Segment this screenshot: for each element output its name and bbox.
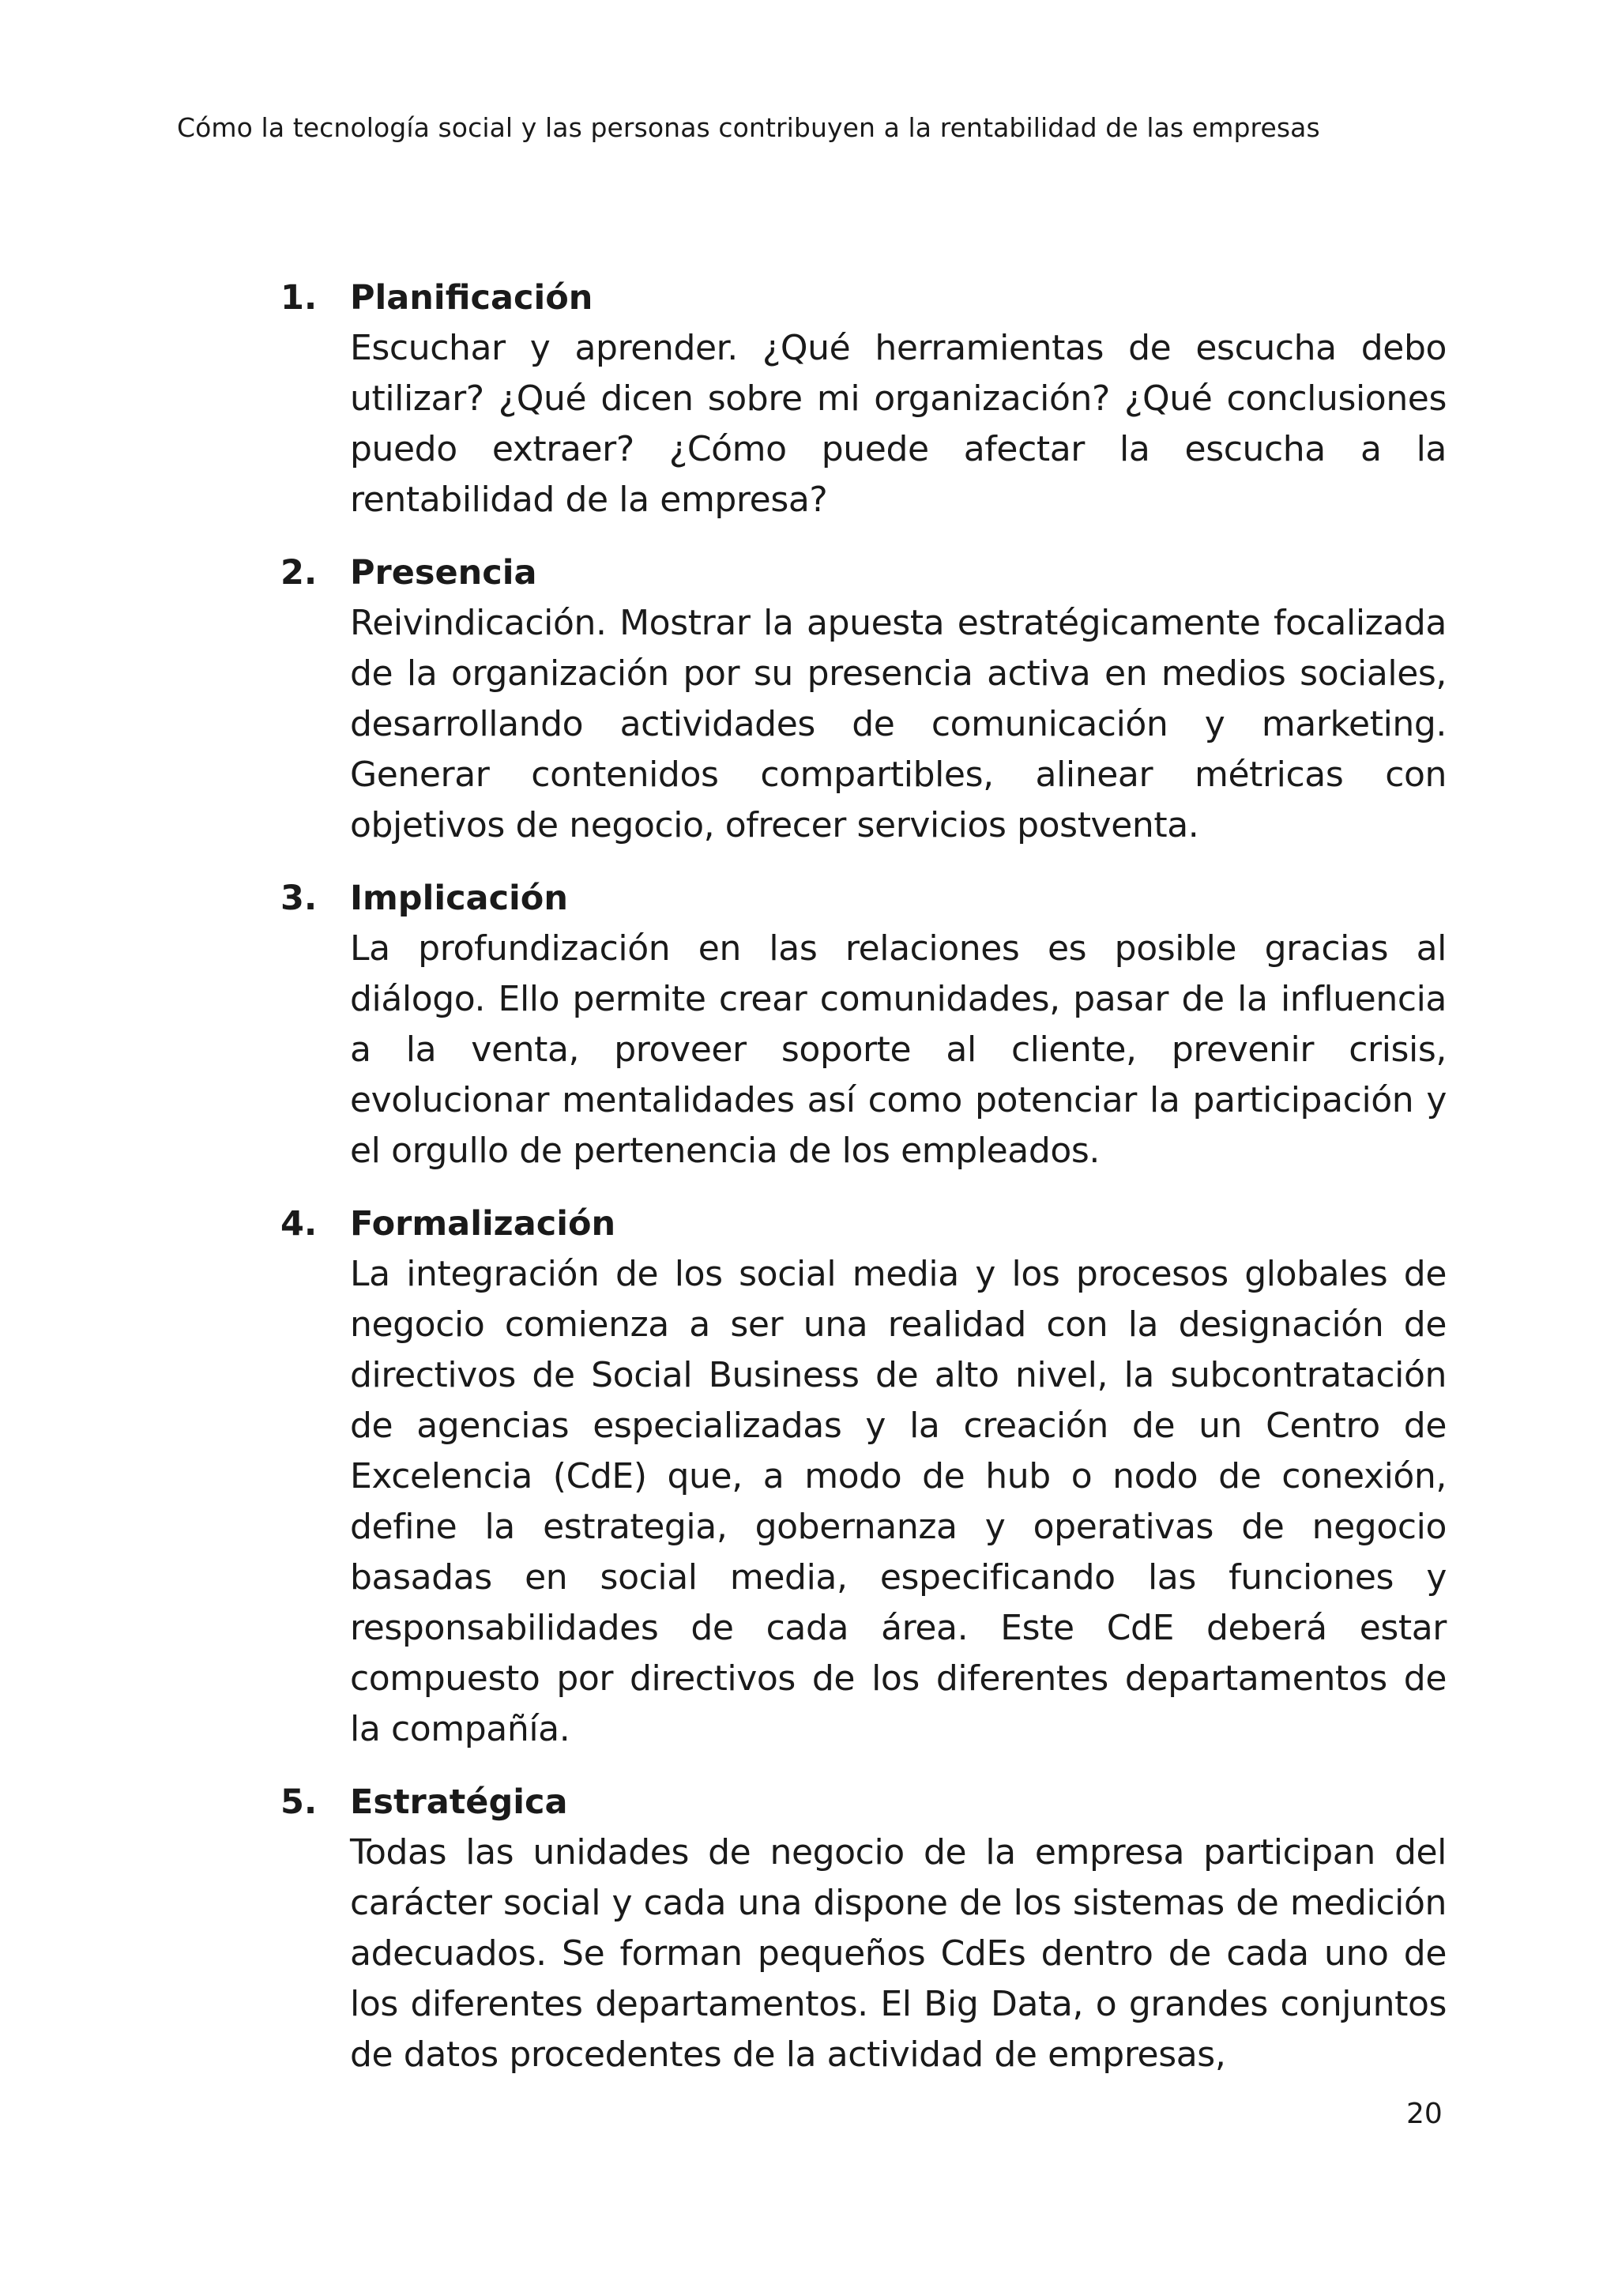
- item-number: 2.: [280, 553, 318, 593]
- item-body: Todas las unidades de negocio de la empresa participan del carácter social y cada una dispone de los sistemas de medición adecuados. Se forman pequeños CdEs dentro de cada uno de los diferentes departamentos. El Big Data, o grandes conjuntos de datos procedentes de la actividad de empresas,: [350, 1832, 1447, 2075]
- item-title: Planificación: [350, 278, 593, 318]
- item-body: La profundización en las relaciones es posible gracias al diálogo. Ello permite crear comunidades, pasar de la influencia a la venta, proveer soporte al cliente, prevenir crisis, evolucionar mentalidades así como potenciar la participación y el orgullo de pertenencia de los empleados.: [350, 928, 1447, 1171]
- numbered-list: [280, 273, 1447, 2102]
- item-number: 1.: [280, 278, 318, 318]
- item-body: Reivindicación. Mostrar la apuesta estratégicamente focalizada de la organización por su presencia activa en medios sociales, desarrollando actividades de comunicación y marketing. Generar contenidos compartibles, alinear métricas con objetivos de negocio, ofrecer servicios postventa.: [350, 603, 1447, 845]
- page-number: 20: [1406, 2098, 1443, 2130]
- running-header: Cómo la tecnología social y las personas contribuyen a la rentabilidad de las empresas: [177, 112, 1320, 143]
- item-number: 3.: [280, 879, 318, 918]
- list-item: [280, 548, 1447, 851]
- item-title: Estratégica: [350, 1782, 568, 1822]
- list-item: [280, 1777, 1447, 2080]
- list-item: [280, 873, 1447, 1176]
- item-title: Presencia: [350, 553, 537, 593]
- item-body: La integración de los social media y los procesos globales de negocio comienza a ser una realidad con la designación de directivos de Social Business de alto nivel, la subcontratación de agencias especializadas y la creación de un Centro de Excelencia (CdE) que, a modo de hub o nodo de conexión, define la estrategia, gobernanza y operativas de negocio basadas en social media, especificando las funciones y responsabilidades de cada área. Este CdE deberá estar compuesto por directivos de los diferentes departamentos de la compañía.: [350, 1254, 1447, 1749]
- item-title: Implicación: [350, 879, 568, 918]
- item-body: Escuchar y aprender. ¿Qué herramientas de escucha debo utilizar? ¿Qué dicen sobre mi organización? ¿Qué conclusiones puedo extraer? ¿Cómo puede afectar la escucha a la rentabilidad de la empresa?: [350, 328, 1447, 520]
- list-item: [280, 273, 1447, 525]
- list-item: [280, 1199, 1447, 1755]
- item-title: Formalización: [350, 1204, 616, 1244]
- item-number: 4.: [280, 1204, 318, 1244]
- item-number: 5.: [280, 1782, 318, 1822]
